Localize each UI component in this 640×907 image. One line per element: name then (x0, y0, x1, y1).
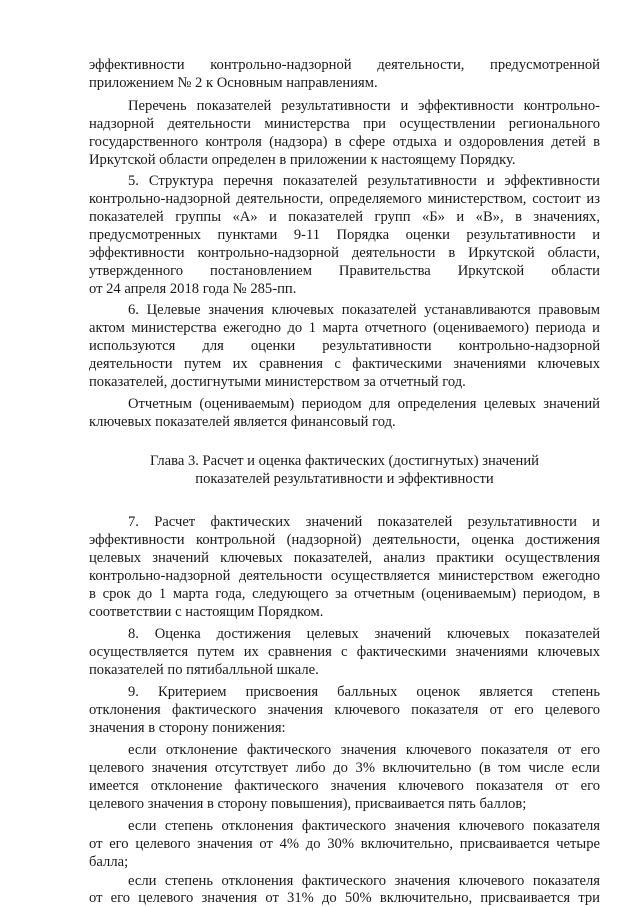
text-line: контрольно-надзорной деятельности, определяемого министерством, состоит из (89, 191, 600, 207)
text-line: ключевых показателей является финансовый год. (89, 414, 396, 430)
text-line: имеется отклонение фактического значения ключевого показателя от его (89, 778, 600, 794)
text-line: эффективности контрольно-надзорной деятельности, предусмотренной (89, 57, 600, 73)
text-line: деятельности путем их сравнения с фактическими значениями ключевых (89, 356, 600, 372)
text-line: отклонения фактического значения ключевого показателя от его целевого (89, 702, 600, 718)
text-line: показателей по пятибалльной шкале. (89, 662, 319, 678)
text-line: 6. Целевые значения ключевых показателей устанавливаются правовым (128, 302, 600, 318)
text-line: государственного контроля (надзора) в сфере отдыха и оздоровления детей в (89, 134, 600, 150)
text-line: приложением № 2 к Основным направлениям. (89, 75, 378, 91)
text-line: актом министерства ежегодно до 1 марта отчетного (оцениваемого) периода и (89, 320, 600, 336)
text-line: используются для оценки результативности контрольно-надзорной (89, 338, 600, 354)
text-line: в срок до 1 марта года, следующего за отчетным (оцениваемым) периодом, в (89, 586, 600, 602)
text-line: эффективности контрольно-надзорной деятельности в Иркутской области, (89, 245, 600, 261)
text-line: 9. Критерием присвоения балльных оценок является степень (128, 684, 600, 700)
text-line: 7. Расчет фактических значений показателей результативности и (128, 514, 600, 530)
text-line: от 24 апреля 2018 года № 285-пп. (89, 281, 297, 297)
text-line: если степень отклонения фактического значения ключевого показателя (128, 818, 600, 834)
text-line: утвержденного постановлением Правительства Иркутской области (89, 263, 600, 279)
text-line: целевого значения в сторону повышения), присваивается пять баллов; (89, 796, 527, 812)
chapter-heading: Глава 3. Расчет и оценка фактических (достигнутых) значений (150, 453, 539, 469)
text-line: показателей, достигнутыми министерством за отчетный год. (89, 374, 466, 390)
text-line: от его целевого значения от 31% до 50% включительно, присваивается три (89, 890, 600, 906)
text-line: балла; (89, 854, 129, 870)
text-line: если отклонение фактического значения ключевого показателя от его (128, 742, 600, 758)
text-line: осуществляется путем их сравнения с фактическими значениями ключевых (89, 644, 600, 660)
text-line: 8. Оценка достижения целевых значений ключевых показателей (128, 626, 600, 642)
text-line: 5. Структура перечня показателей результативности и эффективности (128, 173, 600, 189)
text-line: Отчетным (оцениваемым) периодом для определения целевых значений (128, 396, 600, 412)
text-line: значения в сторону понижения: (89, 720, 286, 736)
text-line: показателей группы «А» и показателей групп «Б» и «В», в значениях, (89, 209, 600, 225)
text-line: надзорной деятельности министерства при осуществлении регионального (89, 116, 600, 132)
text-line: предусмотренных пунктами 9-11 Порядка оценки результативности и (89, 227, 600, 243)
text-line: Перечень показателей результативности и эффективности контрольно- (128, 98, 600, 114)
text-line: соответствии с настоящим Порядком. (89, 604, 324, 620)
chapter-heading: показателей результативности и эффективности (195, 471, 494, 487)
text-line: если степень отклонения фактического значения ключевого показателя (128, 873, 600, 889)
text-line: от его целевого значения от 4% до 30% включительно, присваивается четыре (89, 836, 600, 852)
text-line: Иркутской области определен в приложении к настоящему Порядку. (89, 152, 516, 168)
text-line: целевого значения отсутствует либо до 3% включительно (в том числе если (89, 760, 600, 776)
text-line: контрольно-надзорной деятельности осуществляется министерством ежегодно (89, 568, 600, 584)
text-line: целевых значений ключевых показателей, анализ практики осуществления (89, 550, 600, 566)
text-line: эффективности контрольной (надзорной) деятельности, оценка достижения (89, 532, 600, 548)
